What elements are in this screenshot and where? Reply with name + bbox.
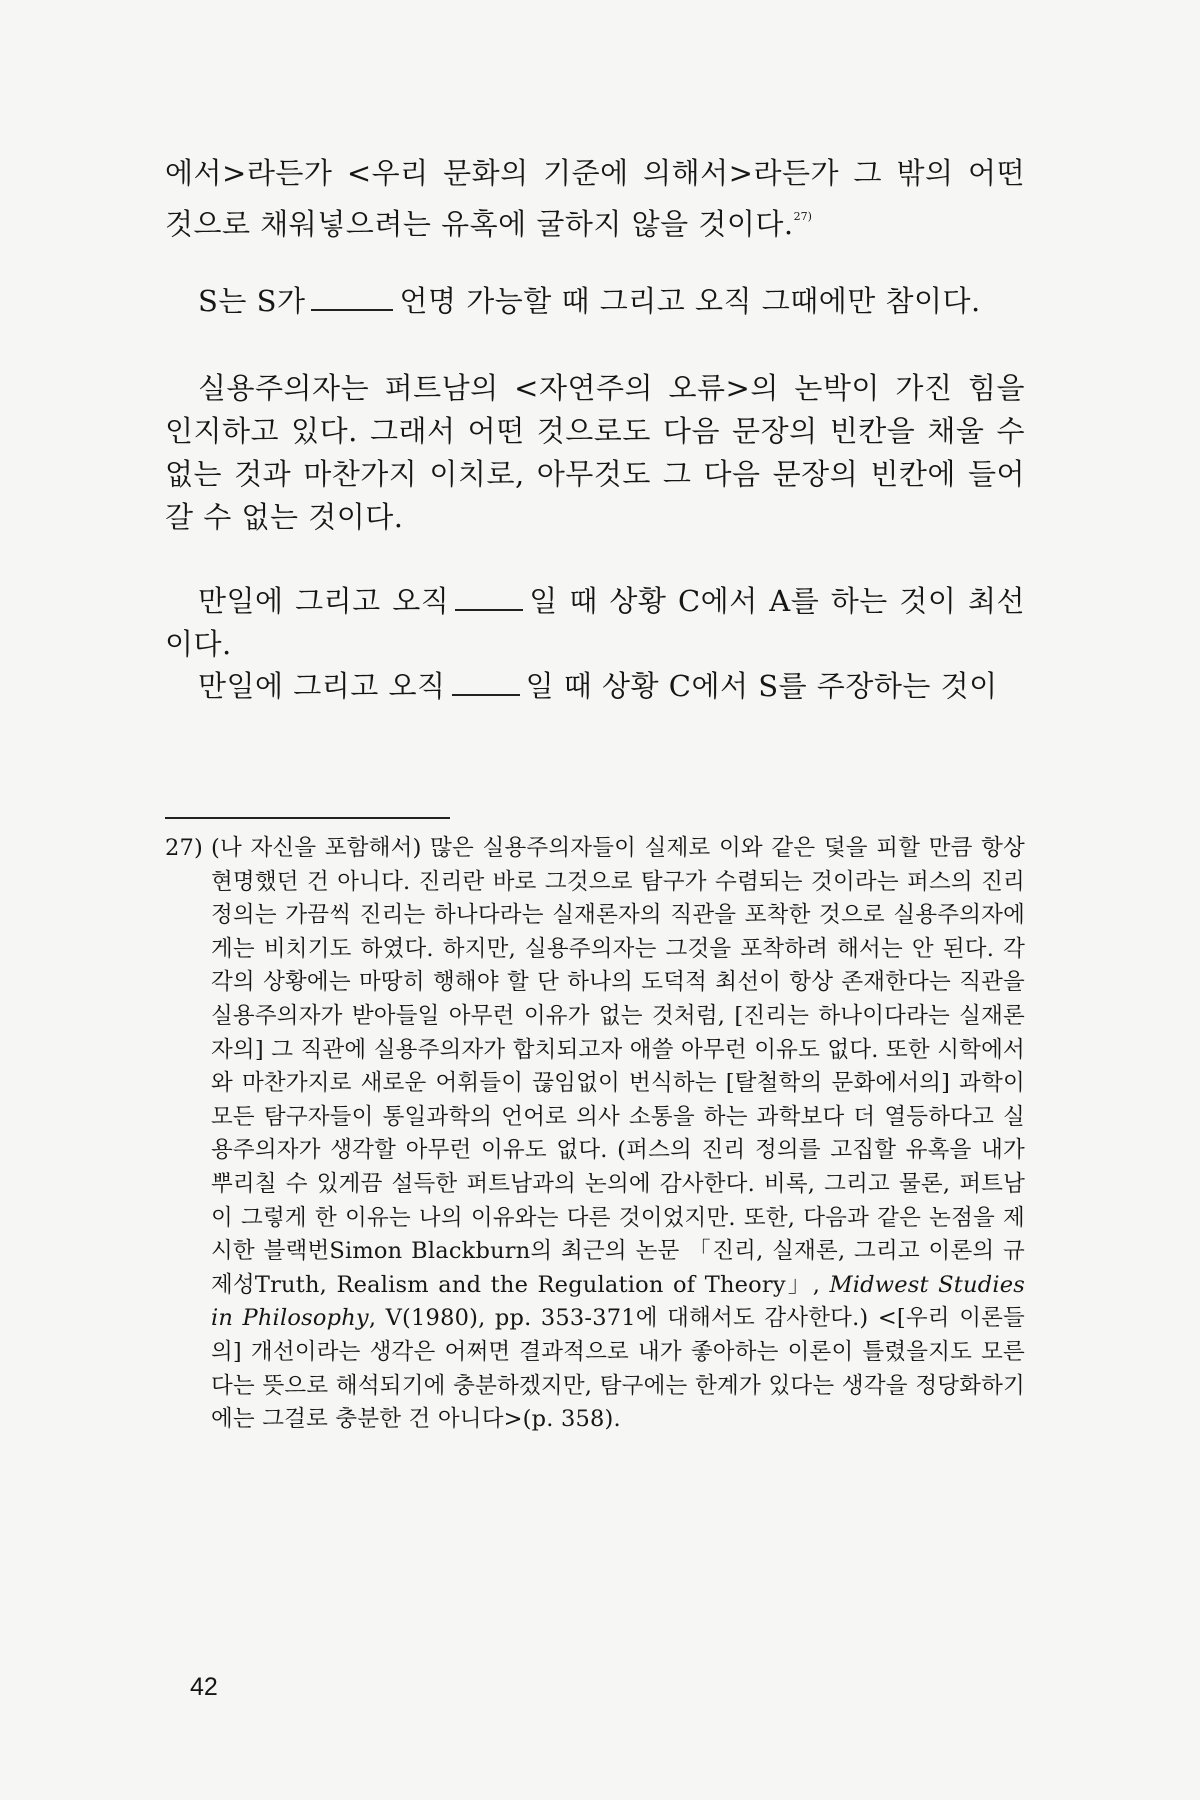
formula-1-part-b: 언명 가능할 때 그리고 오직 그때에만 참이다. — [399, 284, 981, 318]
footnote-reference[interactable]: 27) — [793, 210, 812, 223]
formula-truth — [165, 280, 1025, 323]
journal-title: Midwest Studies in Philosophy — [211, 1271, 1025, 1332]
blank-line — [455, 608, 523, 611]
paragraph-2-text: 실용주의자는 퍼트남의 <자연주의 오류>의 논박이 가진 힘을 인지하고 있다. 그래서 어떤 것으로도 다음 문장의 빈칸을 채울 수 없는 것과 마찬가지 이치로, 아무것도 그 다음 문장의 빈칸에 들어갈 수 없는 것이다. — [165, 371, 1025, 534]
formula-1-part-a: S는 S가 — [198, 284, 306, 318]
blank-line — [311, 308, 393, 311]
paragraph-1-text: 에서>라든가 <우리 문화의 기준에 의해서>라든가 그 밖의 어떤 것으로 채워넣으려는 유혹에 굴하지 않을 것이다. — [165, 156, 1025, 241]
page-number: 42 — [190, 1673, 218, 1701]
formula-best-action — [165, 580, 1025, 666]
footnote-divider — [165, 817, 450, 819]
paragraph-2 — [165, 367, 1025, 539]
footnote-number: 27) — [165, 835, 204, 861]
formula-2-part-a: 만일에 그리고 오직 — [198, 584, 450, 618]
paragraph-continuation — [165, 152, 1025, 246]
blank-line — [452, 693, 520, 696]
footnote-text: (나 자신을 포함해서) 많은 실용주의자들이 실제로 이와 같은 덫을 피할 만큼 항상 현명했던 건 아니다. 진리란 바로 그것으로 탐구가 수렴되는 것이라는 퍼스의 진리 정의는 가끔씩 진리는 하나다라는 실재론자의 직관을 포착한 것으로 실용주의자에게는 비치기도 하였다. 하지만, 실용주의자는 그것을 포착하려 해서는 안 된다. 각각의 상황에는 마땅히 행해야 할 단 하나의 도덕적 최선이 항상 존재한다는 직관을 실용주의자가 받아들일 아무런 이유가 없는 것처럼, [진리는 하나이다라는 실재론자의] 그 직관에 실용주의자가 합치되고자 애쓸 아무런 이유도 없다. 또한 시학에서와 마찬가지로 새로운 어휘들이 끊임없이 번식하는 [탈철학의 문화에서의] 과학이 모든 탐구자들이 통일과학의 언어로 의사 소통을 하는 과학보다 더 열등하다고 실용주의자가 생각할 아무런 이유도 없다. (퍼스의 진리 정의를 고집할 유혹을 내가 뿌리칠 수 있게끔 설득한 퍼트남과의 논의에 감사한다. 비록, 그리고 물론, 퍼트남이 그렇게 한 이유는 나의 이유와는 다른 것이었지만. 또한, 다음과 같은 논점을 제시한 블랙번Simon Blackburn의 최근의 논문 「진리, 실재론, 그리고 이론의 규제성Truth, Realism and the Regulation of Theory」, Midwest Studies in Philosophy, V(1980), pp. 353-371에 대해서도 감사한다.) <[우리 이론들의] 개선이라는 생각은 어쩌면 결과적으로 내가 좋아하는 이론이 틀렸을지도 모른다는 뜻으로 해석되기에 충분하겠지만, 탐구에는 한계가 있다는 생각을 정당화하기에는 그걸로 충분한 건 아니다>(p. 358). — [211, 835, 1025, 1433]
paragraph-1 — [165, 152, 1025, 246]
formula-3-part-b: 일 때 상황 C에서 S를 주장하는 것이 — [525, 669, 998, 703]
footnote-27 — [165, 832, 1025, 1437]
formula-best-assertion — [165, 665, 1025, 708]
formula-3-part-a: 만일에 그리고 오직 — [198, 669, 446, 703]
formula-2-part-b: 일 때 상황 C에서 A를 하는 것이 최선이다. — [165, 584, 1025, 661]
